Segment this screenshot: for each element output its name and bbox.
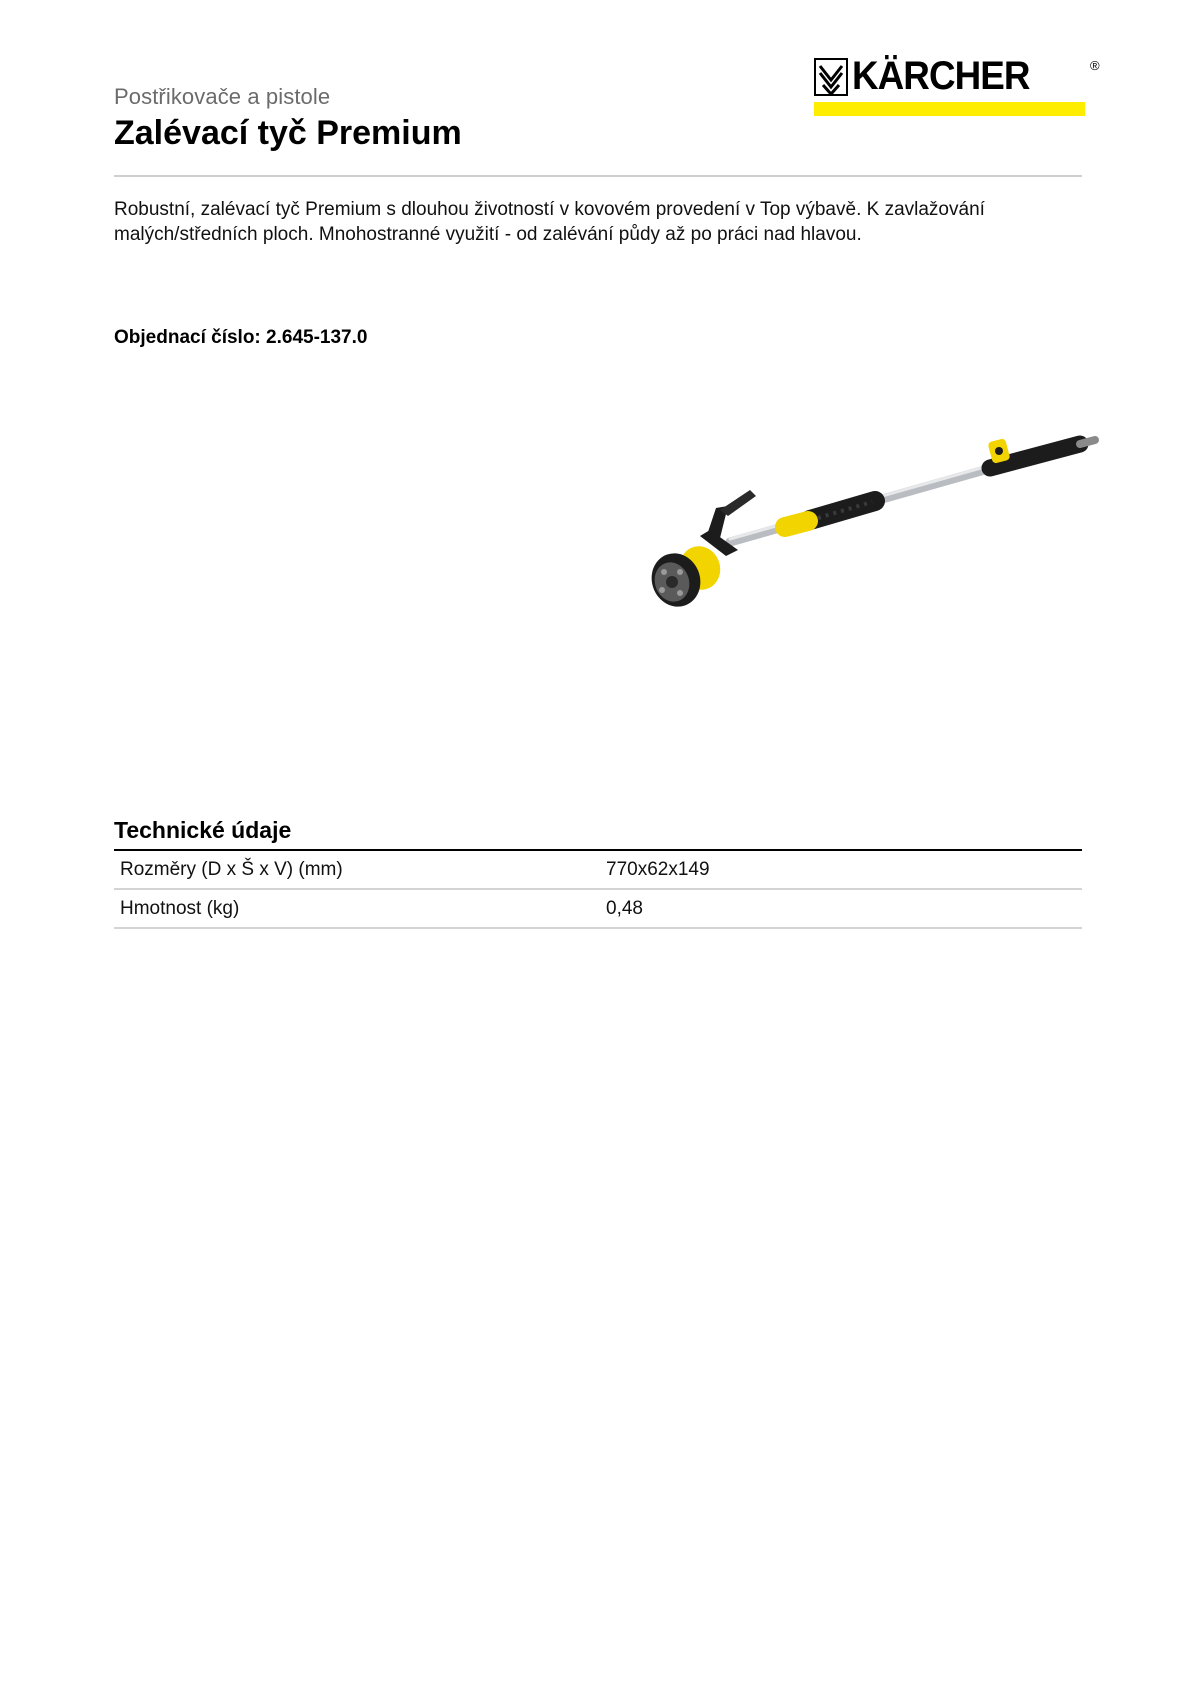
order-number-label: Objednací číslo: — [114, 327, 261, 348]
product-description: Robustní, zalévací tyč Premium s dlouhou životností v kovovém provedení v Top výbavě. K zavlažování malých/středních ploch. Mnohostranné využití - od zalévání půdy až po práci nad hlavou. — [114, 199, 985, 245]
table-row — [114, 890, 1082, 929]
order-number — [114, 327, 367, 349]
brand-mark-icon — [814, 58, 848, 96]
spec-value: 770x62x149 — [606, 858, 710, 880]
order-number-value: 2.645-137.0 — [266, 327, 368, 348]
brand-name: KÄRCHER — [852, 54, 1030, 98]
page-title: Zalévací tyč Premium — [114, 114, 462, 152]
header-divider — [114, 175, 1082, 177]
spec-value: 0,48 — [606, 897, 643, 919]
brand-registered: ® — [1090, 58, 1100, 73]
spec-label: Hmotnost (kg) — [120, 897, 240, 919]
table-row — [114, 851, 1082, 890]
brand-accent-bar — [814, 102, 1085, 116]
brand-logo — [814, 54, 1106, 120]
spec-label: Rozměry (D x Š x V) (mm) — [120, 858, 343, 880]
category-label: Postřikovače a pistole — [114, 84, 331, 109]
specs-heading: Technické údaje — [114, 817, 292, 843]
watering-lance-icon — [640, 430, 1100, 640]
specs-table — [114, 849, 1082, 929]
